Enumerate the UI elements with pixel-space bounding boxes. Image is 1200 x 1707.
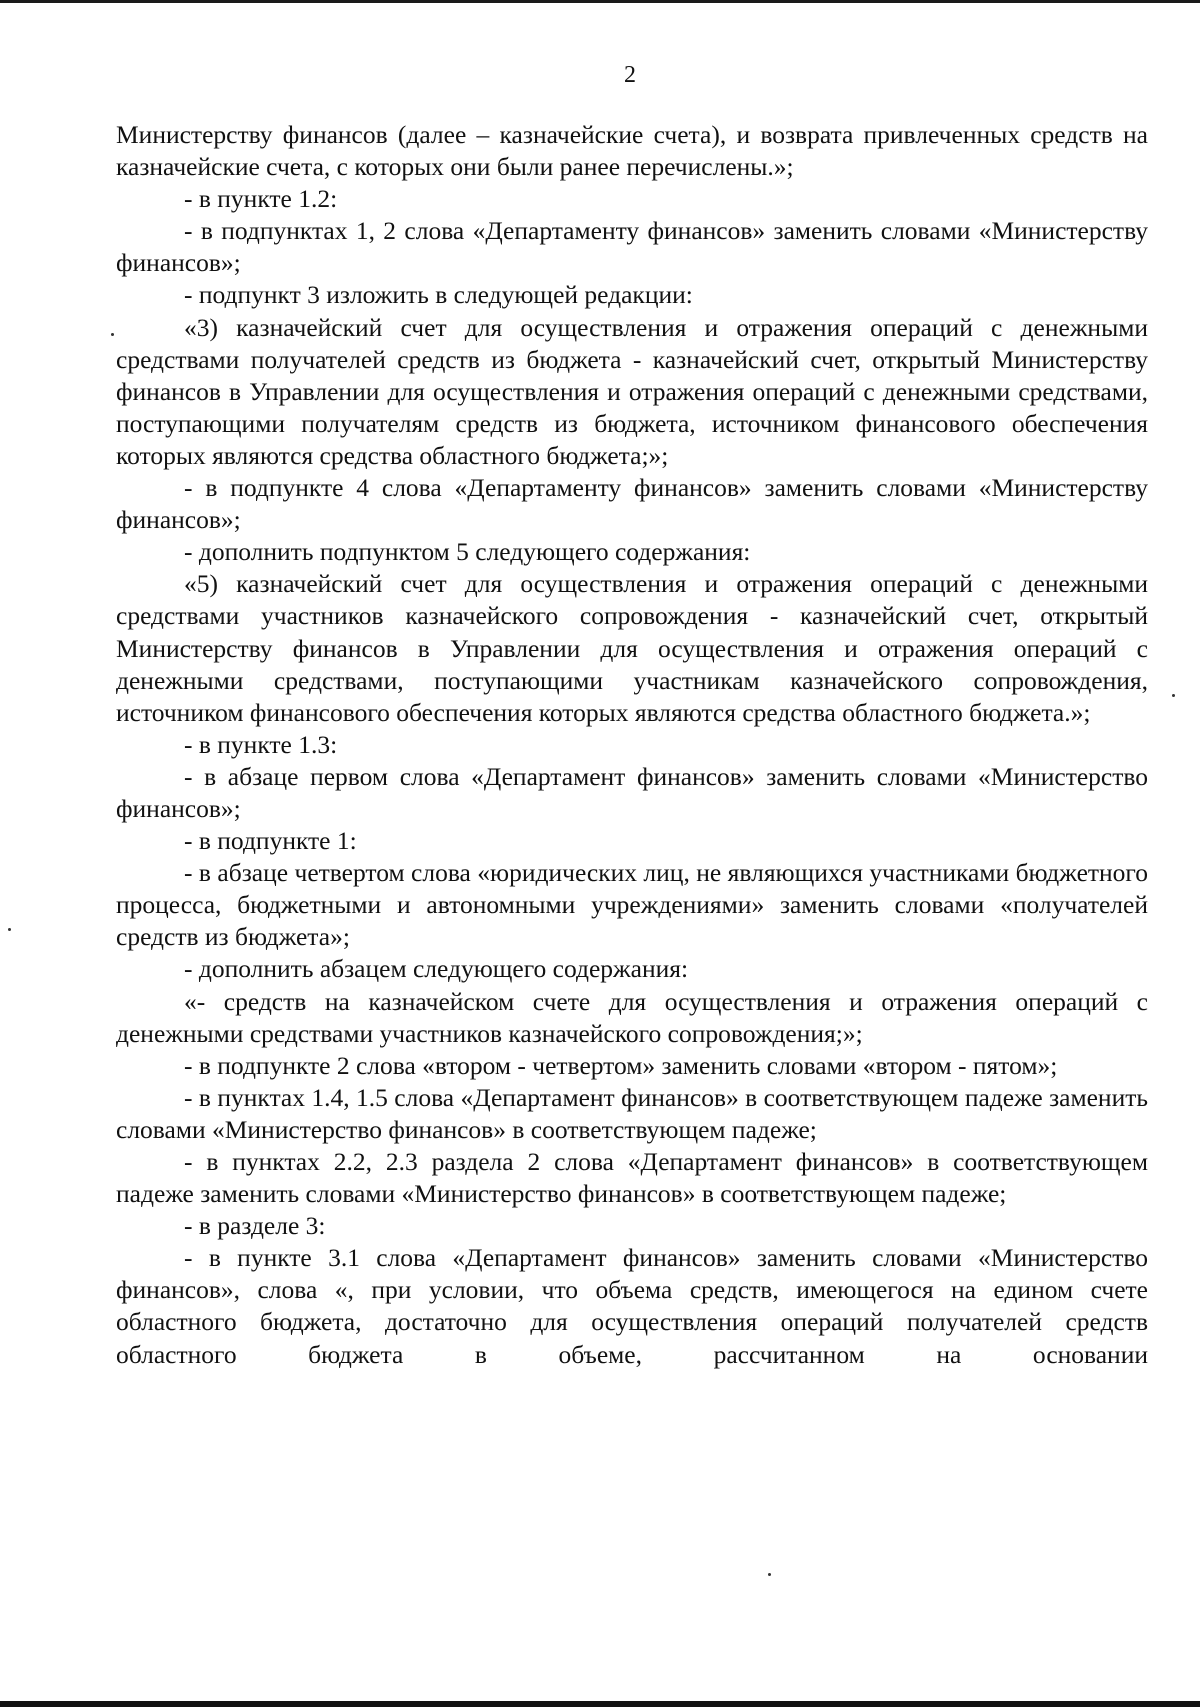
scan-top-edge xyxy=(0,0,1200,3)
paragraph: - в абзаце первом слова «Департамент финансов» заменить словами «Министерство финансов»; xyxy=(116,761,1148,823)
paragraph: - дополнить абзацем следующего содержания: xyxy=(184,954,689,984)
paragraph: «- средств на казначейском счете для осуществления и отражения операций с денежными средствами участников казначейского сопровождения;»; xyxy=(116,986,1148,1048)
paragraph: - в абзаце четвертом слова «юридических лиц, не являющихся участниками бюджетного процесса, бюджетными и автономными учреждениями» заменить словами «получателей средств из бюджета»; xyxy=(116,858,1148,952)
scan-speck xyxy=(111,333,114,336)
scan-bottom-edge xyxy=(0,1701,1200,1707)
paragraph: - в пунктах 1.4, 1.5 слова «Департамент финансов» в соответствующем падеже заменить словами «Министерство финансов» в соответствующем падеже; xyxy=(116,1082,1148,1144)
scan-speck xyxy=(8,928,11,931)
paragraph: «3) казначейский счет для осуществления и отражения операций с денежными средствами получателей средств из бюджета - казначейский счет, открытый Министерству финансов в Управлении для осуществления и отражения операций с денежными средствами, поступающими получателям средств из бюджета, источником финансового обеспечения которых являются средства областного бюджета;»; xyxy=(116,312,1148,470)
paragraph: - в подпунктах 1, 2 слова «Департаменту финансов» заменить словами «Министерству финансов»; xyxy=(116,216,1148,278)
paragraph: - подпункт 3 изложить в следующей редакции: xyxy=(184,280,693,310)
paragraph: - в пунктах 2.2, 2.3 раздела 2 слова «Департамент финансов» в соответствующем падеже заменить словами «Министерство финансов» в соответствующем падеже; xyxy=(116,1147,1148,1209)
paragraph: «5) казначейский счет для осуществления и отражения операций с денежными средствами участников казначейского сопровождения - казначейский счет, открытый Министерству финансов в Управлении для осуществления и отражения операций с денежными средствами, поступающими участникам казначейского сопровождения, источником финансового обеспечения которых являются средства областного бюджета.»; xyxy=(116,569,1148,727)
paragraph: - дополнить подпунктом 5 следующего содержания: xyxy=(184,537,751,567)
paragraph: Министерству финансов (далее – казначейские счета), и возврата привлеченных средств на казначейские счета, с которых они были ранее перечислены.»; xyxy=(116,120,1148,182)
paragraph: - в пункте 3.1 слова «Департамент финансов» заменить словами «Министерство финансов», слова «, при условии, что объема средств, имеющегося на едином счете областного бюджета, достаточно для осуществления операций получателей средств областного бюджета в объеме, рассчитанном на основании xyxy=(116,1243,1148,1369)
paragraph: - в разделе 3: xyxy=(184,1211,326,1241)
document-body xyxy=(116,119,1148,1371)
scan-speck xyxy=(768,1573,771,1576)
scan-speck xyxy=(1172,694,1175,697)
paragraph: - в подпункте 1: xyxy=(184,826,357,856)
page-number: 2 xyxy=(624,62,636,88)
paragraph: - в подпункте 2 слова «втором - четвертом» заменить словами «втором - пятом»; xyxy=(184,1050,1058,1080)
paragraph: - в пункте 1.2: xyxy=(184,184,338,214)
paragraph: - в подпункте 4 слова «Департаменту финансов» заменить словами «Министерству финансов»; xyxy=(116,473,1148,535)
paragraph: - в пункте 1.3: xyxy=(184,729,338,759)
